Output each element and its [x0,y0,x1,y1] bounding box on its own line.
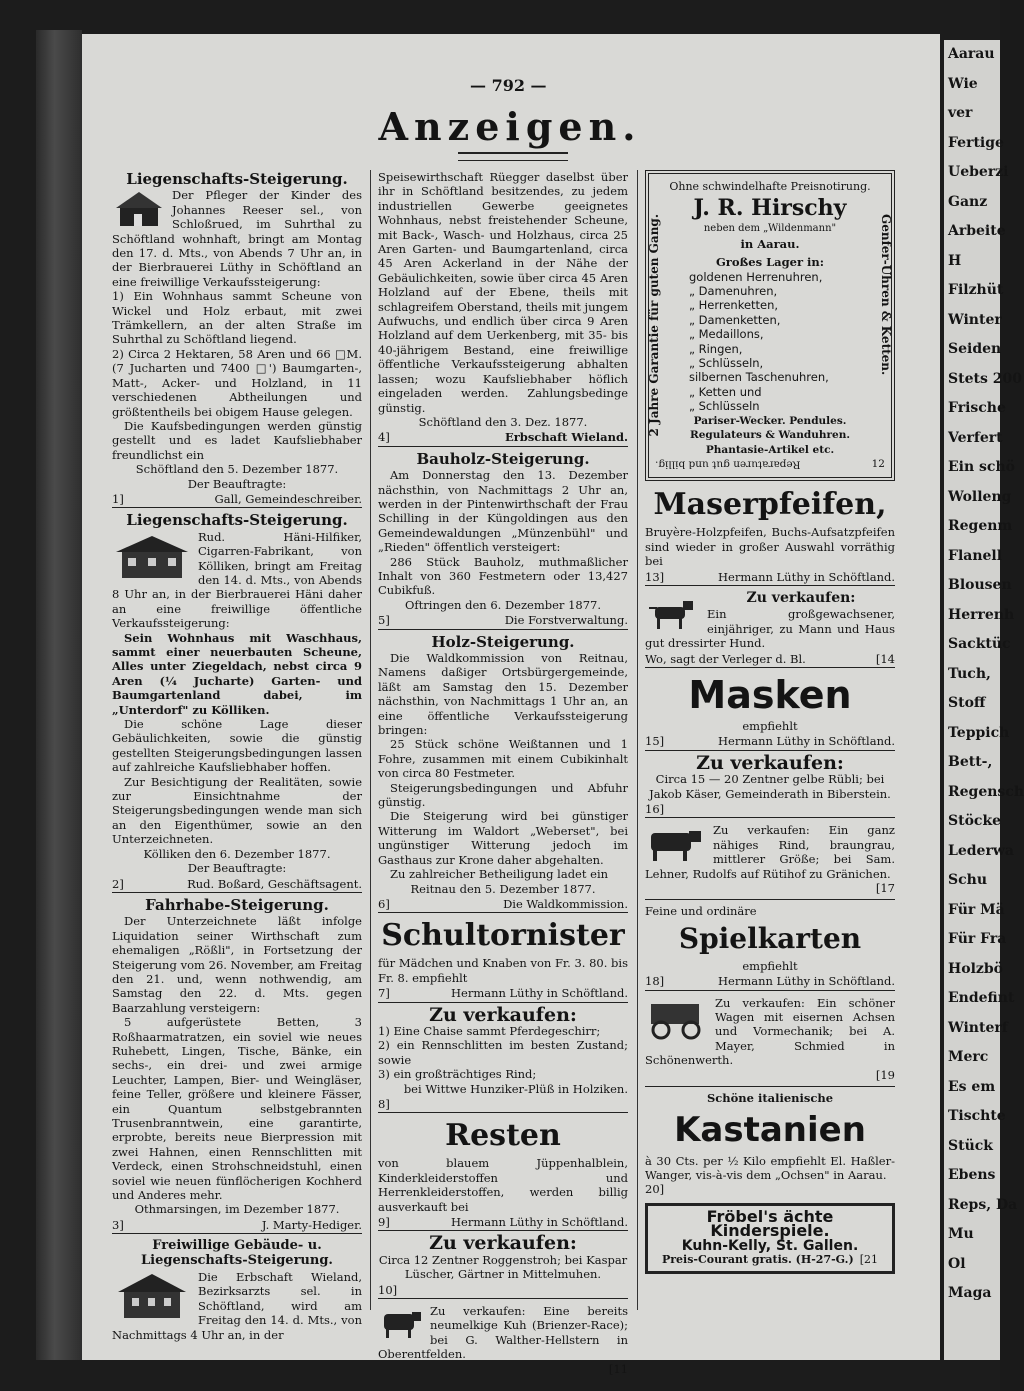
divider [645,1086,895,1087]
ad-text: Zur Besichtigung der Realitäten, sowie zur Einsichtnahme der Steigerungsbedingungen wende man sich an den Eigenthümer, sowie an den Unterzeichneten. [112,774,362,847]
product-list [655,270,885,414]
ad-text: Zu verkaufen: Ein schöner Wagen mit eisernen Achsen und Vormechanik; bei A. Mayer, Schmied in Schönenwerth. [645,995,895,1068]
ad-number: 15] [645,734,665,749]
ad-6 [378,632,628,914]
ad-text: Steigerungsbedingungen und Abfuhr günstig. [378,780,628,810]
ad-heading: Liegenschafts-Steigerung. [126,170,348,188]
ad-heading: Holz-Steigerung. [431,632,575,651]
next-page-fragment: Winter [948,311,1002,328]
product-list-item: „ Ringen, [689,341,743,356]
next-page-fragment: Stoff [948,695,986,711]
ad-signature [112,492,362,508]
ad-text: für Mädchen und Knaben von Fr. 3. 80. bis Fr. 8. empfiehlt [378,956,628,985]
product-list-item: „ Schlüsseln [689,399,760,414]
next-page-fragment: Ol [948,1255,966,1272]
ad-text: Bruyère-Holzpfeifen, Buchs-Aufsatzpfeifen sind wieder in großer Auswahl vorräthig bei [645,525,895,569]
next-page-fragment: Ganz [948,193,988,210]
product-list-item: „ Herrenketten, [689,298,779,313]
ad-text: 25 Stück schöne Weißtannen und 1 Fohre, zusammen mit einem Cubikinhalt von circa 80 Festmeter. [378,737,628,781]
ad-signature [645,652,895,668]
ad-signer: Hermann Lüthy in Schöftland. [717,569,895,584]
divider [645,899,895,900]
ad-place-date: Kölliken den 6. Dezember 1877. [143,846,331,861]
ad-1 [112,172,362,508]
ad-signer: Hermann Lüthy in Schöftland. [450,1215,628,1229]
ad-heading: Fahrhabe-Steigerung. [145,895,329,914]
next-page-fragment: Teppich [948,724,1010,741]
ad-number: 4] [378,430,390,445]
next-page-fragment: Bett-, [948,754,993,770]
ad-text: Die schöne Lage dieser Gebäulichkeiten, sowie die günstig gestellten Steigerungsbedingungen lassen auf zahlreiche Kaufsliebhaber hoffen. [112,717,362,775]
ad-12-watch-shop [645,170,895,481]
ad-signature [645,734,895,750]
next-page-fragment: Reps, Da [948,1196,1018,1213]
next-page-fragment: Lederwa [948,842,1014,859]
next-page-fragment: Arbeite [948,223,1006,239]
ad-signer: Erbschaft Wieland. [504,430,628,445]
ad-item: 1) Ein Wohnhaus sammt Scheune von Wickel und Holz erbaut, mit zwei Trämkellern, an der alten Straße im Suhrthal zu Schöftland liegend. [112,289,362,347]
ad-number: 12 [871,457,885,470]
ad-text: Die Erbschaft Wieland, Bezirksarzts sel. in Schöftland, wird am Freitag den 14. d. Mts., von Nachmittags 4 Uhr an, in der [112,1270,362,1342]
product-list-item: „ Damenuhren, [689,284,778,299]
ad-text: neben dem „Wildenmann" [703,223,837,235]
ad-signer: Hermann Lüthy in Schöftland. [717,974,895,989]
next-page-fragment: Wie [948,75,978,92]
ad-3 [112,895,362,1234]
ad-place-date: Oftringen den 6. Dezember 1877. [404,597,601,612]
ad-21 [645,1203,895,1275]
ad-10 [378,1232,628,1299]
ad-heading: Zu verkaufen: [696,751,844,774]
ad-role: Der Beauftragte: [187,861,287,876]
ad-item: 2) ein Rennschlitten im besten Zustand; sowie [378,1038,628,1067]
ad-4 [112,1239,362,1342]
ad-number: 9] [378,1215,390,1229]
next-page-fragment: Mu [948,1226,974,1242]
ad-text: Speisewirthschaft Rüegger daselbst über ihr in Schöftland besitzendes, zu jedem industriellen Gewerbe geeignetes Wohnhaus, nebst freistehender Scheune, mit Back-, Wasch- und Holzhaus, circa 25 Aren Garten- und Baumgartenland, circa 45 Aren Ackerland in der Nähe der Gebäulichkeiten, sowie über circa 45 Aren Holzland auf der Ebene, theils mit schlagreifem Oberstand, theils mit jungem Aufwuchs, und endlich über circa 9 Aren Holzland auf dem Uerkenberg, mit 35- bis 40-jährigem Bestand, eine freiwillige öffentliche Verkaufssteigerung abhalten lassen; wozu Kaufsliebhaber höflich eingeladen werden. Zahlungsbedinge günstig. [378,170,628,415]
ad-place-date: Reitnau den 5. Dezember 1877. [410,881,596,896]
ad-number: 1] [112,491,124,506]
ad-signature [112,1218,362,1234]
ad-place-date: Schöftland den 5. Dezember 1877. [135,462,339,477]
title-ornament [458,152,568,161]
ad-role: Der Beauftragte: [187,476,287,491]
ad-heading: Zu verkaufen: [746,589,856,606]
next-page-fragment: Für Fra [948,931,1007,947]
ad-signer: Die Forstverwaltung. [504,613,628,628]
ad-signature [378,430,628,446]
ad-signer: Rud. Boßard, Geschäftsagent. [187,876,362,891]
ad-signature [378,1215,628,1231]
ad-11 [378,1304,628,1376]
ad-text: 286 Stück Bauholz, muthmaßlicher Inhalt von 360 Festmetern oder 13,427 Cubikfuß. [378,554,628,598]
column-rule-2 [637,170,638,1310]
ad-18 [645,904,895,990]
ad-text: Großes Lager in: [715,255,824,270]
next-page-fragment: Regensch [948,783,1024,800]
next-page-fragment: Stück [948,1137,993,1154]
next-page-fragment: ver [948,105,973,121]
ad-2 [112,513,362,893]
next-page-fragment: Sacktüc [948,636,1011,652]
villa-icon [112,532,192,582]
next-page-fragment: Herrenh [948,606,1015,623]
ad-heading: Zu verkaufen: [429,1003,577,1026]
ad-signature [378,1283,628,1299]
next-page-fragment: Verfert [948,429,1003,446]
ad-heading: Bauholz-Steigerung. [416,449,590,468]
ad-number: 2] [112,876,124,891]
ad-7 [378,918,628,1002]
ad-signature [378,986,628,1002]
bull-icon [645,825,707,863]
ad-text: Preis-Courant gratis. (H-27-G.) [661,1252,854,1266]
next-page-fragment: Ueberzi [948,164,1009,180]
ad-number: 16] [645,802,665,816]
ad-20 [645,1091,895,1197]
ad-text: Am Donnerstag den 13. Dezember nächsthin, von Nachmittags 2 Uhr an, werden in der Pintenwirthschaft der Frau Schilling in der Küngoldingen aus den Gemeindewaldungen „Münzenbühl" und „Rieden" öffentlich versteigert: [378,468,628,555]
ad-number: 8] [378,1096,390,1111]
estate-building-icon [112,1272,192,1320]
ad-item: 2) Circa 2 Hektaren, 58 Aren und 66 □M. (7 Jucharten und 7400 □') Baumgarten-, Matt-, Acker- und Holzland, in 11 verschiedenen Abtheilungen und größtentheils bei obigem Hause gelegen. [112,346,362,419]
next-page-fragment: Blousen [948,577,1012,593]
ad-signer: J. Marty-Hediger. [261,1217,362,1232]
ad-heading: Zu verkaufen: [429,1232,577,1255]
ad-15 [645,673,895,751]
shop-name: J. R. Hirschy [693,195,847,222]
next-page-fragment: Filzhüt [948,282,1004,298]
ad-text: Der Unterzeichnete läßt infolge Liquidation seiner Wirthschaft zum ehemaligen „Rößli", in Fortsetzung der Steigerung vom 26. November, am Freitag den 21. und, wenn nothwendig, am Samstag den 22. d. Mts. gegen Baarzahlung versteigern: [112,914,362,1015]
next-page-fragment: Wolleng [948,488,1012,505]
ad-number: 5] [378,613,390,628]
ad-heading: Freiwillige Gebäude- u. Liegenschafts-Steigerung. [141,1238,333,1268]
next-page-fragment: Fertige [948,134,1004,151]
next-page-fragment: Es em [948,1078,996,1095]
ad-text: Zu zahlreicher Betheiligung ladet ein [390,867,609,882]
ad-number: [19 [875,1067,895,1082]
ad-text: empfiehlt [742,718,798,733]
next-page-fragment: Ein schö [948,459,1015,475]
column-rule-1 [370,170,371,1310]
ad-text: Circa 15 — 20 Zentner gelbe Rübli; bei Jakob Käser, Gemeinderath in Biberstein. [649,772,891,801]
ad-text: Der Pfleger der Kinder des Johannes Reeser sel., von Schloßrued, im Suhrthal zu Schöftland wohnhaft, bringt am Montag den 17. d. Mts., von Abends 7 Uhr an, in der Bierbrauerei Lüthy in Schöftland an eine freiwillige Verkaufssteigerung: [112,188,362,289]
next-page-fragment: Maga [948,1285,992,1301]
next-page-fragment: H [948,252,962,269]
ad-number: 13] [645,569,665,584]
ad-place-date: Schöftland den 3. Dez. 1877. [418,414,588,429]
ad-13 [645,487,895,586]
book-spine [36,30,82,1360]
ad-text: 5 aufgerüstete Betten, 3 Roßhaarmatratzen, ein soviel wie neues Ruhebett, Lingen, Tische, Bänke, ein sechs-, ein drei- und zwei armige Leuchter, Lampen, Bier- und Weingläser, feine Teller, größere und kleinere Fässer, ein Quantum selbstgebrannten Trusenbranntwein, eine garantirte, erprobte, bereits neue Bierpression mit zwei Hahnen, einen Rennschlitten mit Verdeck, einen Strohschneidstuhl, einen soviel wie neuen fünflöcherigen Kochherd und Anderes mehr. [112,1015,362,1203]
ad-text: Pariser-Wecker. Pendules. [693,414,847,427]
next-page-fragment: Frische [948,400,1006,416]
page-number: — 792 — [470,76,547,95]
product-list-item: goldenen Herrenuhren, [689,269,823,284]
next-page-fragment: Merc [948,1049,989,1065]
next-page-fragment: Holzbö [948,960,1003,977]
ad-heading: Fröbel's ächte Kinderspiele. [706,1206,834,1241]
product-list-item: „ Ketten und [689,384,762,399]
ad-text: Phantasie-Artikel etc. [705,443,835,456]
ad-text: Ein großgewachsener, einjähriger, zu Mann und Haus gut dressirter Hund. [645,607,895,651]
ad-number: [14 [875,651,895,666]
ad-text: Wo, sagt der Verleger d. Bl. [645,651,806,666]
next-page-fragment: Winterf [948,1019,1008,1036]
ad-signature [378,1097,628,1113]
ad-signature [112,877,362,893]
ad-signature [378,613,628,629]
next-page-fragment: Für Mä [948,901,1005,918]
next-page-fragment: Regenm [948,518,1013,534]
vertical-text: Genfer-Uhren & Ketten. [879,214,893,376]
product-list-item: „ Medaillons, [689,327,764,342]
next-page-fragment: Aarau [948,46,995,62]
next-page-fragment: Flanell [948,547,1003,564]
column-1 [112,170,362,1346]
next-page-fragment: Stöcke [948,813,1002,829]
product-list-item: „ Damenketten, [689,312,781,327]
ad-item: 3) ein großträchtiges Rind; [378,1067,537,1082]
ad-5 [378,449,628,630]
ad-text: Reparaturen gut und billig. [655,458,801,471]
ad-16 [645,751,895,819]
ad-number: 10] [378,1282,398,1297]
next-page-fragment: Seiden [948,341,1002,357]
ad-text: Sein Wohnhaus mit Waschhaus, sammt einer neuerbauten Scheune, Alles unter Ziegeldach, nebst circa 9 Aren (¼ Jucharte) Garten- und Baumgartenland dabei, im „Unterdorf" zu Kölliken. [112,630,362,717]
next-page-fragment: Ebens [948,1167,996,1183]
ad-number: 20] [645,1182,665,1197]
ad-8 [378,1003,628,1114]
product-list-item: silbernen Taschenuhren, [689,370,829,385]
vertical-text: 2 Jahre Garantie für guten Gang. [647,214,661,437]
ad-text: Die Waldkommission von Reitnau, Namens daßiger Ortsbürgergemeinde, läßt am Samstag den 15. Dezember nächsthin, von Nachmittags 1 Uhr an, an eine öffentliche Verkaufssteigerung bringen: [378,651,628,738]
ad-text: in Aarau. [740,236,800,251]
ad-text: Regulateurs & Wanduhren. [689,429,850,442]
ad-footer [655,457,885,471]
next-page-fragment: Stets 200 [948,370,1022,387]
next-page-fragment: Endefint [948,990,1015,1006]
ad-number: [21 [859,1252,879,1266]
ad-heading: Schultornister [381,918,625,954]
ad-text: empfiehlt [742,958,798,973]
ad-text: Feine und ordinäre [645,904,757,919]
ad-text: Schöne italienische [706,1091,834,1106]
next-page-fragment: Tuch, [948,665,991,682]
ad-heading: Liegenschafts-Steigerung. [126,511,348,530]
ad-4-continued [378,170,628,447]
ad-number: [17 [875,881,895,896]
ad-footer [654,1253,886,1267]
ad-number: [11 [608,1361,628,1376]
page-title: Anzeigen. [378,104,642,149]
ad-heading: Kastanien [674,1109,866,1150]
next-page-fragment: Tischte [948,1108,1006,1124]
ad-signature [645,802,895,818]
ad-text: Rud. Häni-Hilfiker, Cigarren-Fabrikant, von Kölliken, bringt am Freitag den 14. d. Mts., von Abends 8 Uhr an, in der Bierbrauerei Häni daher an eine freiwillige öffentliche Verkaufssteigerung: [112,529,362,631]
ad-text: Die Kaufsbedingungen werden günstig gestellt und es ladet Kaufsliebhaber freundlichst ein [112,418,362,462]
ad-signature [645,974,895,990]
ad-number: 7] [378,986,390,1001]
next-page-fragment: Schu [948,872,987,888]
ad-heading: Resten [445,1118,561,1154]
ad-signer: Hermann Lüthy in Schöftland. [450,986,628,1001]
product-list-item: „ Schlüsseln, [689,356,764,371]
house-icon [112,190,166,228]
ad-signature [378,897,628,913]
ad-text: Circa 12 Zentner Roggenstroh; bei Kaspar Lüscher, Gärtner in Mittelmuhen. [378,1252,628,1282]
ad-heading: Masken [688,672,852,717]
ad-place-date: Othmarsingen, im Dezember 1877. [134,1202,340,1217]
ad-text: bei Wittwe Hunziker-Plüß in Holziken. [403,1081,628,1096]
ad-heading: Maserpfeifen, [653,487,887,523]
ad-text: Zu verkaufen: Eine bereits neumelkige Kuh (Brienzer-Race); bei G. Walther-Hellstern in Oberentfelden. [378,1304,628,1362]
dog-icon [645,593,701,633]
ad-number: 6] [378,896,390,911]
ad-number: 3] [112,1217,124,1232]
ad-item: 1) Eine Chaise sammt Pferdegeschirr; [378,1023,601,1038]
ad-heading: Spielkarten [678,921,862,955]
ad-text: Ohne schwindelhafte Preisnotirung. [669,180,871,193]
ad-text: Die Steigerung wird bei günstiger Witterung im Waldort „Weberset", bei ungünstiger Witterung jedoch im Gasthaus zur Krone daher abgehalten. [378,809,628,867]
ad-signer: Hermann Lüthy in Schöftland. [717,734,895,749]
column-3 [645,170,895,1280]
ad-text: Kuhn-Kelly, St. Gallen. [681,1237,859,1254]
ad-signature [645,570,895,586]
next-page-edge [944,40,1024,1360]
ad-signer: Die Waldkommission. [503,896,628,911]
ad-text: von blauem Jüppenhalblein, Kinderkleiderstoffen und Herrenkleiderstoffen, werden billig ausverkauft bei [378,1156,628,1214]
column-2 [378,170,628,1380]
ad-text: à 30 Cts. per ½ Kilo empfiehlt El. Haßler-Wanger, vis-à-vis dem „Ochsen" in Aarau. [645,1153,895,1182]
ad-number: 18] [645,974,665,989]
cow-icon [378,1306,424,1340]
ad-9 [378,1118,628,1231]
ad-19 [645,996,895,1087]
wagon-icon [645,998,709,1040]
ad-signer: Gall, Gemeindeschreiber. [214,491,362,506]
ad-text: Zu verkaufen: Ein ganz nähiges Rind, braungrau, mittlerer Größe; bei Sam. Lehner, Rudolfs auf Rütihof zu Gränichen. [645,823,895,881]
ad-17 [645,823,895,900]
ad-14 [645,591,895,668]
